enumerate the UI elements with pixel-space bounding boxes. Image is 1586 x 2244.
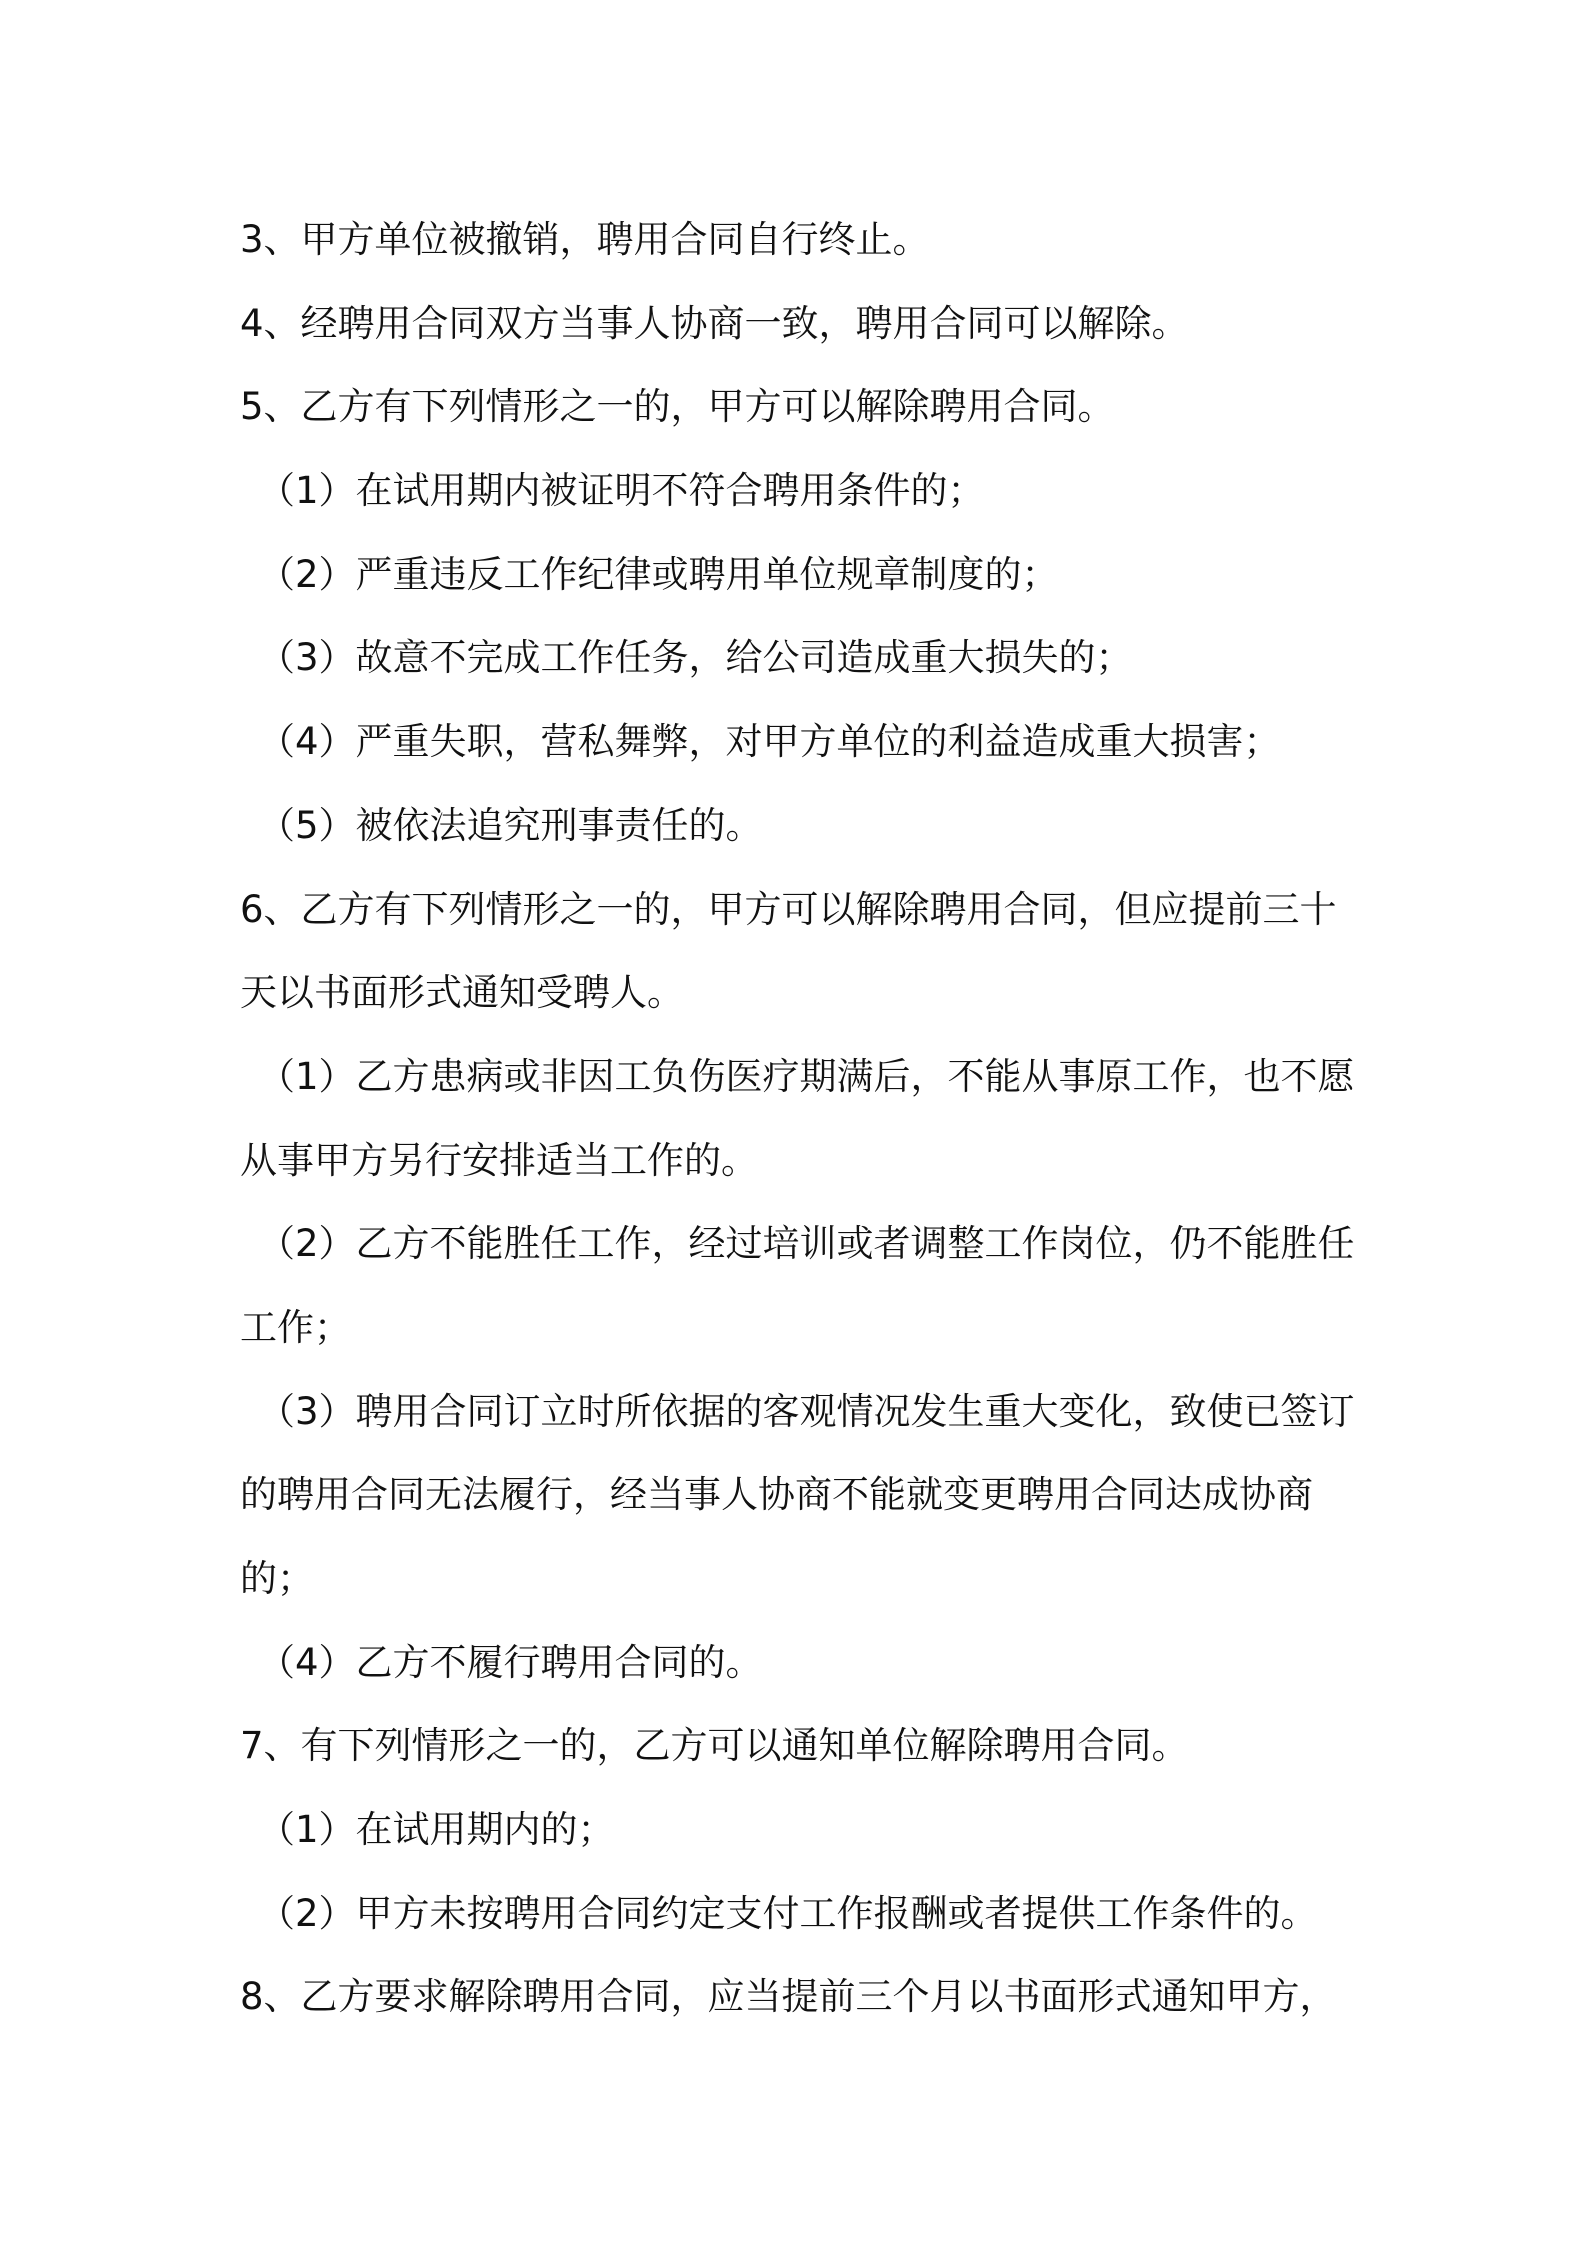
clause-6-line-1: 6、乙方有下列情形之一的，甲方可以解除聘用合同，但应提前三十 bbox=[240, 887, 1337, 931]
clause-6-line-2: 天以书面形式通知受聘人。 bbox=[240, 971, 684, 1015]
clause-5-item-2: （2）严重违反工作纪律或聘用单位规章制度的； bbox=[258, 552, 1059, 596]
clause-6-item-3-line-2: 的聘用合同无法履行，经当事人协商不能就变更聘用合同达成协商 bbox=[240, 1473, 1313, 1517]
clause-4-line: 4、经聘用合同双方当事人协商一致，聘用合同可以解除。 bbox=[240, 301, 1189, 345]
clause-3-line: 3、甲方单位被撤销，聘用合同自行终止。 bbox=[240, 218, 930, 261]
clause-6-item-4: （4）乙方不履行聘用合同的。 bbox=[258, 1640, 763, 1684]
clause-6-item-3-line-1: （3）聘用合同订立时所依据的客观情况发生重大变化，致使已签订 bbox=[258, 1389, 1355, 1433]
clause-6-item-3-line-3: 的； bbox=[240, 1557, 314, 1600]
clause-5-line: 5、乙方有下列情形之一的，甲方可以解除聘用合同。 bbox=[240, 385, 1115, 429]
clause-6-item-2-line-2: 工作； bbox=[240, 1305, 351, 1349]
contract-text bbox=[240, 198, 1360, 2039]
clause-7-item-1: （1）在试用期内的； bbox=[258, 1808, 615, 1852]
clause-5-item-4: （4）严重失职，营私舞弊，对甲方单位的利益造成重大损害； bbox=[258, 720, 1281, 764]
clause-5-item-3: （3）故意不完成工作任务，给公司造成重大损失的； bbox=[258, 636, 1133, 680]
clause-5-item-5: （5）被依法追究刑事责任的。 bbox=[258, 803, 763, 847]
clause-6-item-1-line-2: 从事甲方另行安排适当工作的。 bbox=[240, 1138, 758, 1182]
clause-8-line: 8、乙方要求解除聘用合同，应当提前三个月以书面形式通知甲方， bbox=[240, 1975, 1337, 2019]
clause-6-item-2-line-1: （2）乙方不能胜任工作，经过培训或者调整工作岗位，仍不能胜任 bbox=[258, 1222, 1355, 1266]
clause-7-line: 7、有下列情形之一的，乙方可以通知单位解除聘用合同。 bbox=[240, 1724, 1189, 1768]
clause-5-item-1: （1）在试用期内被证明不符合聘用条件的； bbox=[258, 469, 985, 513]
clause-6-item-1-line-1: （1）乙方患病或非因工负伤医疗期满后，不能从事原工作，也不愿 bbox=[258, 1054, 1355, 1098]
clause-7-item-2: （2）甲方未按聘用合同约定支付工作报酬或者提供工作条件的。 bbox=[258, 1891, 1318, 1935]
